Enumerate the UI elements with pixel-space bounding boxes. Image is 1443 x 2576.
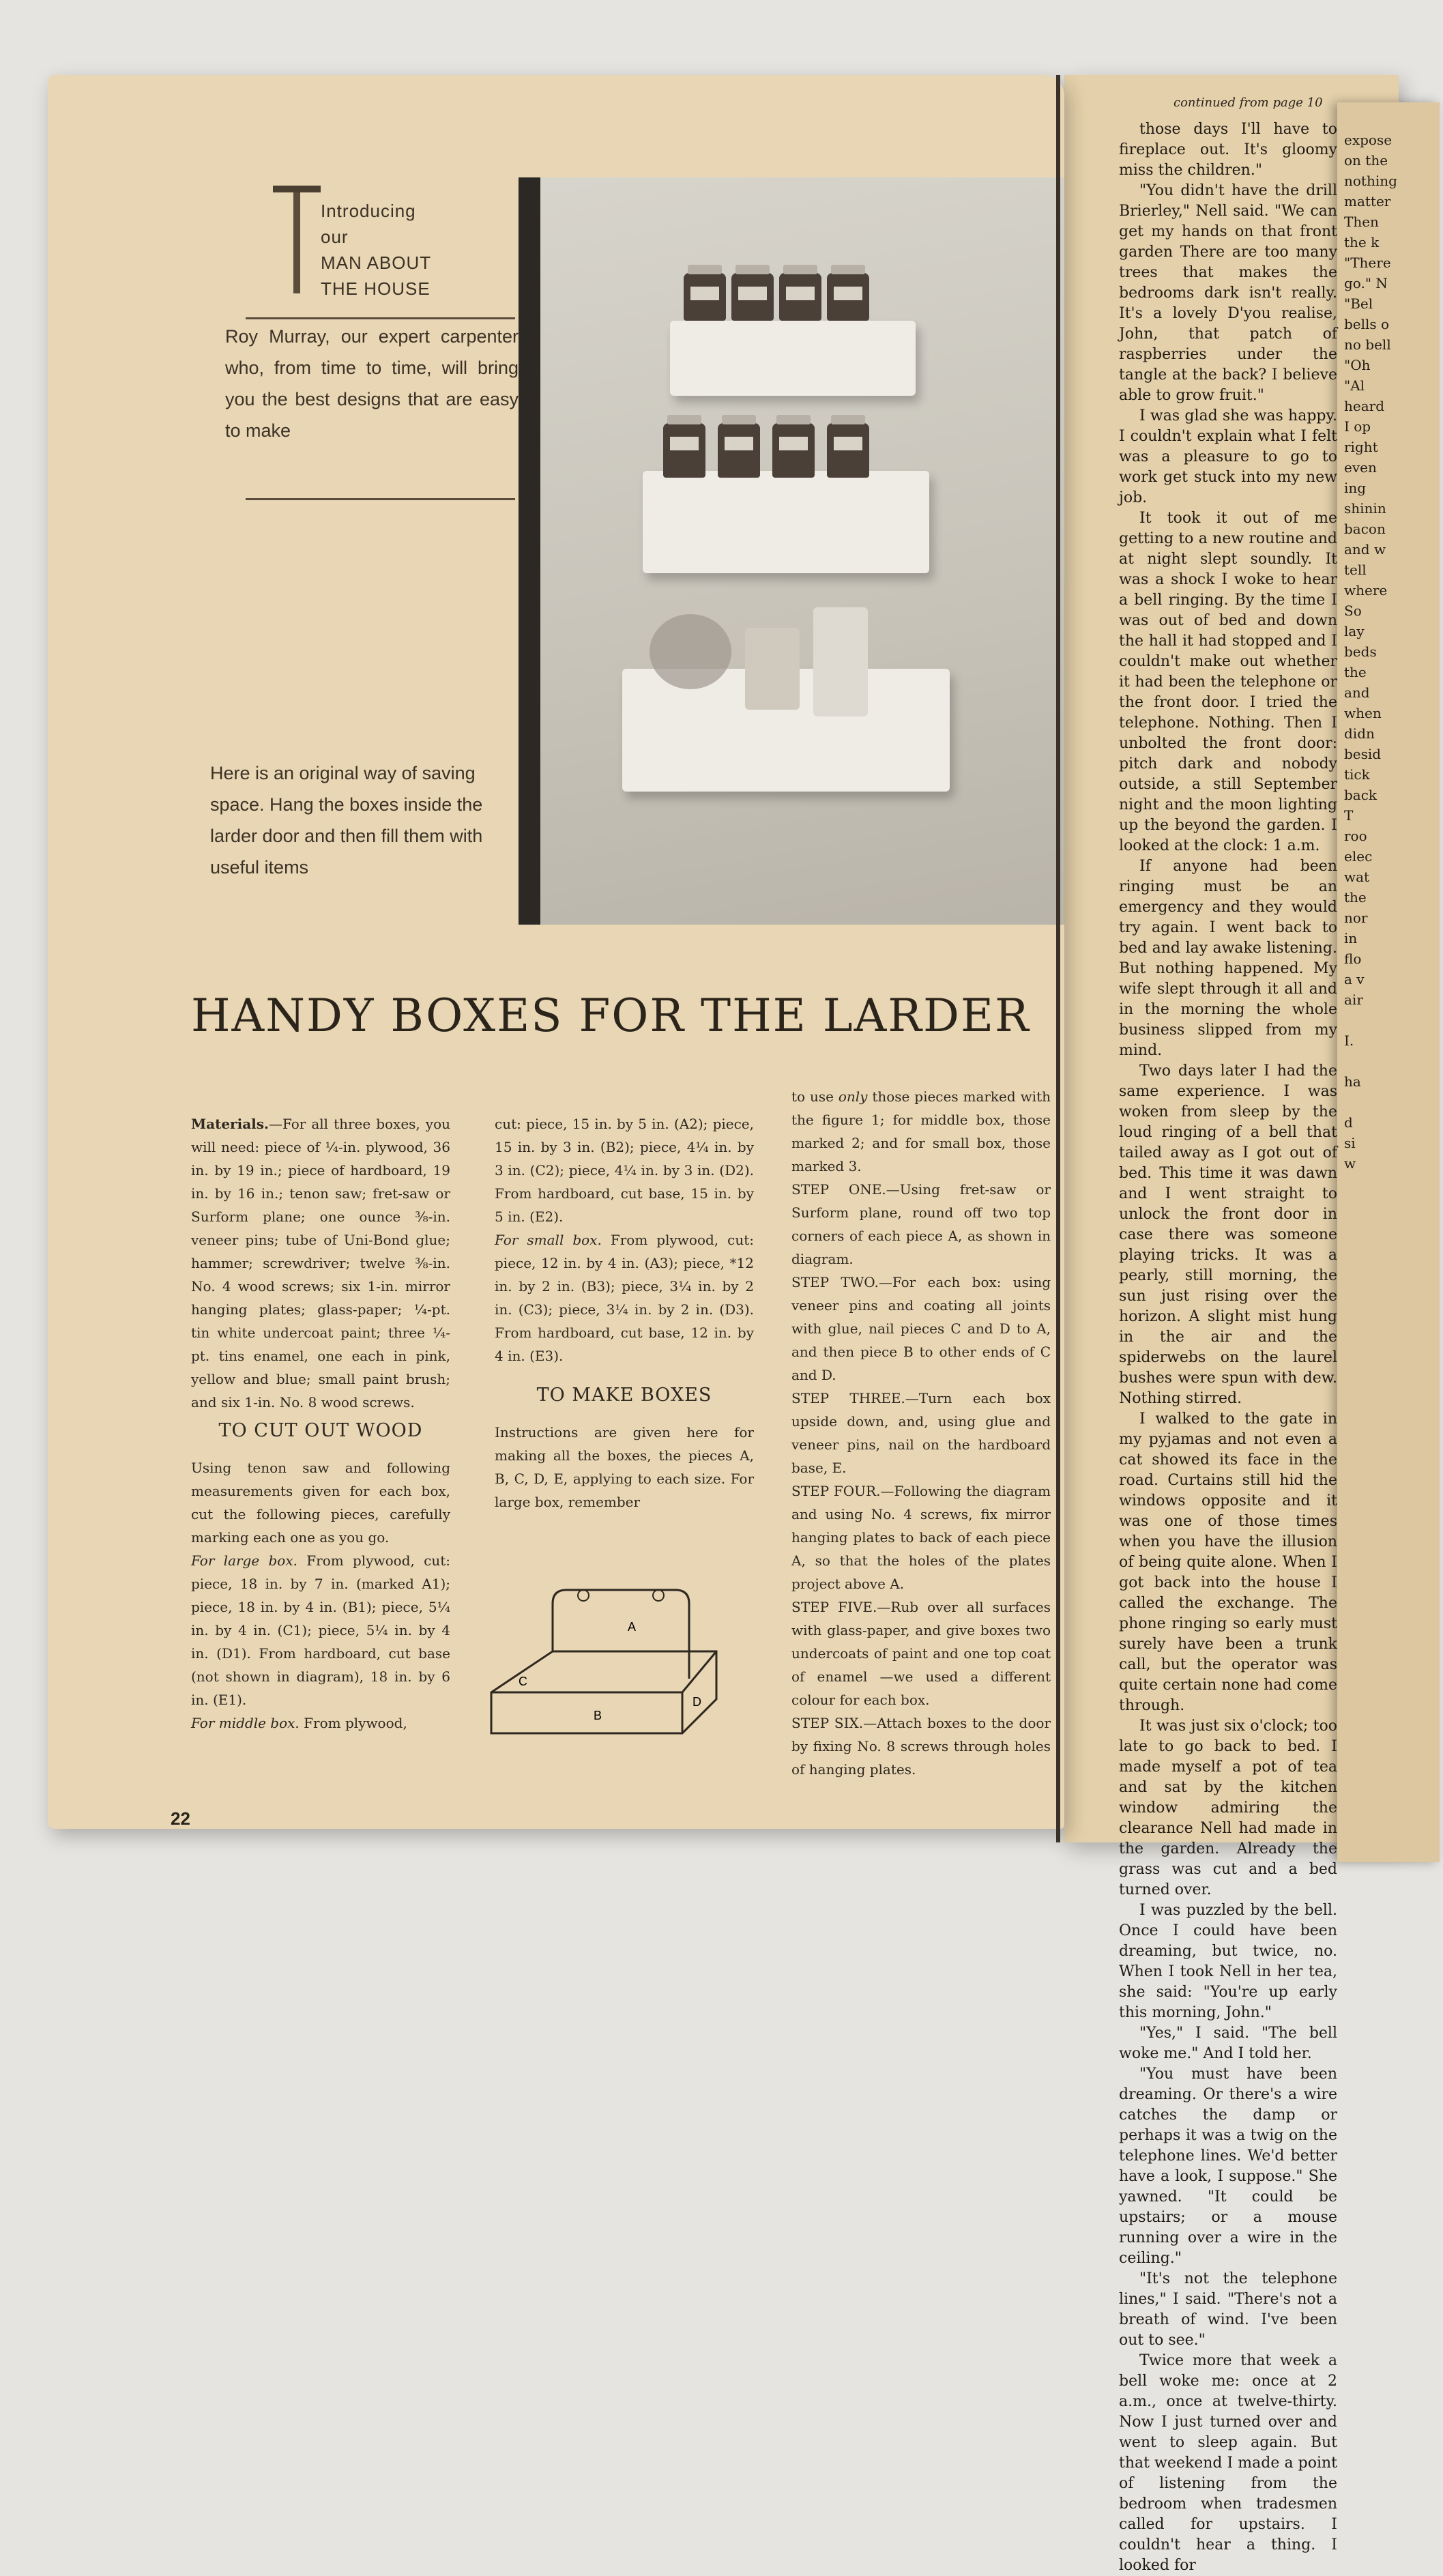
far-page-line: the	[1344, 889, 1367, 906]
divider	[246, 498, 515, 500]
page-number: 22	[171, 1808, 190, 1829]
far-page-line: tick	[1344, 766, 1370, 783]
far-page-line: the	[1344, 664, 1367, 680]
far-page-line: I op	[1344, 418, 1371, 435]
far-page-line: tell	[1344, 562, 1367, 578]
far-page-line: air	[1344, 992, 1363, 1008]
column-3: to use only those pieces marked with the figure 1; for middle box, those marked 2; and for small box, those marked 3. STEP ONE.—Using fret-saw or Surform plane, round off two top corners of each piece A, as shown in diagram. STEP TWO.—For each box: using veneer pins and coating all joints with glue, nail pieces C and D to A, and then piece B to other ends of C and D. STEP THREE.—Turn each box upside down, and, using glue and veneer pins, nail on the hardboard base, E. STEP FOUR.—Following the diagram and using No. 4 screws, fix mirror hanging plates to back of each piece A, so that the holes of the plates project above A. STEP FIVE.—Rub over all surfaces with glass-paper, and give boxes two undercoats of paint and one top coat of enamel —we used a different colour for each box. STEP SIX.—Attach boxes to the door by fixing No. 8 screws through holes of hanging plates.	[791, 1088, 1051, 1778]
diagram-label-a: A	[628, 1620, 637, 1634]
far-page-line: expose	[1344, 132, 1393, 148]
boxes-photo	[519, 177, 1064, 925]
column-2: cut: piece, 15 in. by 5 in. (A2); piece, 15 in. by 3 in. (B2); piece, 4¼ in. by 3 in. (C2); piece, 4¼ in. by 3 in. (D2). From hardboard, cut base, 15 in. by 5 in. (E2). For small box. From plywood, cut: piece, 12 in. by 4 in. (A3); piece, *12 in. by 2 in. (B3); piece, 3¼ in. by 2 in. (C3); piece, 3¼ in. by 2 in. (D3). From hardboard, cut base, 12 in. by 4 in. (E3). TO MAKE BOXES Instructions are given here for making all the boxes, the pieces A, B, C, D, E, applying to each size. For large box, remember	[495, 1116, 755, 1510]
far-page-line	[1344, 1051, 1440, 1071]
far-page-line: lay	[1344, 623, 1365, 639]
far-page-line: I.	[1344, 1032, 1354, 1049]
gutter-line	[1056, 75, 1060, 1842]
far-page-line: ha	[1344, 1073, 1361, 1090]
far-page-line: right	[1344, 439, 1378, 455]
far-page-line: d	[1344, 1114, 1353, 1131]
far-page-line: Then	[1344, 214, 1379, 230]
far-page-line: a v	[1344, 971, 1365, 987]
far-page-line: si	[1344, 1135, 1356, 1151]
column-1: Materials.—For all three boxes, you will need: piece of ¼-in. plywood, 36 in. by 19 in.; piece of hardboard, 19 in. by 16 in.; tenon saw; fret-saw or Surform plane; one ounce ⅜-in. veneer pins; tube of Uni-Bond glue; hammer; screwdriver; twelve ⅜-in. No. 4 wood screws; six 1-in. mirror hanging plates; glass-paper; ¼-pt. tin white undercoat paint; three ¼-pt. tins enamel, one each in pink, yellow and blue; small paint brush; and six 1-in. No. 8 wood screws. TO CUT OUT WOOD Using tenon saw and following measurements given for each box, cut the following pieces, carefully marking each one as you go. For large box. From plywood, cut: piece, 18 in. by 7 in. (marked A1); piece, 18 in. by 4 in. (B1); piece, 5¼ in. by 4 in. (C1); piece, 5¼ in. by 4 in. (D1). From hardboard, cut base (not shown in diagram), 18 in. by 6 in. (E1). For middle box. From plywood,	[191, 1116, 451, 1731]
far-page-line: matter	[1344, 193, 1391, 209]
diagram-label-d: D	[693, 1695, 701, 1709]
far-page-line: when	[1344, 705, 1382, 721]
far-page-line: "Al	[1344, 377, 1365, 394]
far-page-line: go." N	[1344, 275, 1388, 291]
middle-box	[643, 471, 929, 573]
far-page-line: bacon	[1344, 521, 1386, 537]
far-page-line: T	[1344, 807, 1354, 824]
far-page-line: heard	[1344, 398, 1385, 414]
divider	[246, 317, 515, 319]
far-page-line: "Oh	[1344, 357, 1371, 373]
far-page-line: where	[1344, 582, 1388, 598]
far-page-line: "There	[1344, 255, 1391, 271]
far-page-line: and w	[1344, 541, 1386, 558]
far-page-line: bells o	[1344, 316, 1390, 332]
canister	[813, 607, 868, 717]
far-page-line	[1344, 1010, 1440, 1030]
step-one-lead: STEP ONE.	[791, 1181, 886, 1198]
far-page-line: flo	[1344, 951, 1362, 967]
far-page-line: wat	[1344, 869, 1370, 885]
far-page-line: nor	[1344, 910, 1368, 926]
far-page-line: So	[1344, 603, 1362, 619]
author-blurb: Roy Murray, our expert carpenter who, from time to time, will bring you the best designs that are easy to make	[225, 326, 519, 441]
canister	[745, 628, 800, 710]
diagram-label-b: B	[594, 1709, 602, 1722]
intro-heading: Introducing our MAN ABOUT THE HOUSE	[321, 201, 432, 299]
far-page-line: no bell	[1344, 336, 1391, 353]
far-page-line: on the	[1344, 152, 1388, 169]
far-page-line: w	[1344, 1155, 1356, 1172]
far-page-line: besid	[1344, 746, 1382, 762]
far-page-line: beds	[1344, 643, 1377, 660]
small-box	[670, 321, 916, 396]
far-right-page	[1337, 102, 1440, 1862]
far-page-line: shinin	[1344, 500, 1386, 517]
article-title: HANDY BOXES FOR THE LARDER	[191, 989, 1030, 1042]
photo-caption: Here is an original way of saving space. Hang the boxes inside the larder door and then fill them with useful items	[210, 763, 483, 878]
far-page-line: in	[1344, 930, 1358, 946]
continued-note: continued from page 10	[1174, 96, 1323, 110]
hammer-icon	[273, 184, 321, 293]
far-page-line: even	[1344, 459, 1377, 476]
left-page	[48, 75, 1064, 1829]
box-diagram	[484, 1576, 771, 1747]
far-page-line: the k	[1344, 234, 1380, 250]
cut-wood-heading: TO CUT OUT WOOD	[218, 1420, 423, 1441]
far-page-line: roo	[1344, 828, 1367, 844]
brush	[650, 614, 731, 689]
story-text: those days I'll have to fireplace out. It's gloomy miss the children." "You didn't have the drill Brierley," Nell said. "We can get my hands on that front garden There are too many trees that makes the bedrooms dark isn't really. It's a lovely D'you realise, John, that patch of raspberries under the tangle at the back? I believe able to grow fruit." I was glad she was happy. I couldn't explain what I felt was a pleasure to go to work get stuck into my new job. It took it out of me getting to a new routine and at night slept soundly. It was a shock I woke to hear a bell ringing. By the time I was out of bed and down the hall it had stopped and I couldn't make out whether it had been the telephone or the front door. I tried the telephone. Nothing. Then I unbolted the front door: pitch dark and nobody outside, a still September night and the moon lighting up the beyond the garden. I looked at the clock: 1 a.m. If anyone had been ringing must be an emergency and they would try again. I went back to bed and lay awake listening. But nothing happened. My wife slept through it all and in the morning the whole business slipped from my mind. Two days later I had the same experience. I was woken from sleep by the loud ringing of a bell that tailed away as I got out of bed. This time it was dawn and I went straight to unlock the front door in case there was someone playing tricks. It was a pearly, still morning, the sun just rising over the horizon. A slight mist hung in the air and the spiderwebs on the laurel bushes were spun with dew. Nothing stirred. I walked to the gate in my pyjamas and not even a cat showed its face in the road. Curtains still hid the windows opposite and it was one of those times when you have the illusion of being quite alone. When I got back into the house I called the exchange. The phone ringing so early must surely have been a trunk call, but the operator was quite certain none had come through. It was just six o'clock; too late to go back to bed. I made myself a pot of tea and sat by the kitchen window admiring the clearance Nell had made in the garden. Already the grass was cut and a bed turned over. I was puzzled by the bell. Once I could have been dreaming, but twice, no. When I took Nell in her tea, she said: "You're up early this morning, John." "Yes," I said. "The bell woke me." And I told her. "You must have been dreaming. Or there's a wire catches the damp or perhaps it was a twig on the telephone lines. We'd better have a look, I suppose." She yawned. "It could be upstairs; or a mouse running over a wire in the ceiling." "It's not the telephone lines," I said. "There's not a breath of wind. I've been out to see." Twice more that week a bell woke me: once at 2 a.m., once at twelve-thirty. Now I just turned over and went to sleep again. But that weekend I made a point of listening from the bedroom when tradesmen called for upstairs. I couldn't hear a thing. I looked for	[1119, 121, 1337, 2574]
far-page-line: back	[1344, 787, 1378, 803]
far-page-line: didn	[1344, 725, 1375, 742]
far-page-line	[1344, 1092, 1440, 1112]
far-page-text	[1344, 130, 1440, 1174]
far-page-line: "Bel	[1344, 295, 1373, 312]
far-page-line: elec	[1344, 848, 1373, 865]
make-boxes-heading: TO MAKE BOXES	[536, 1385, 712, 1406]
far-page-line: and	[1344, 684, 1370, 701]
diagram-label-c: C	[519, 1675, 527, 1688]
far-page-line: nothing	[1344, 173, 1397, 189]
far-page-line: ing	[1344, 480, 1367, 496]
